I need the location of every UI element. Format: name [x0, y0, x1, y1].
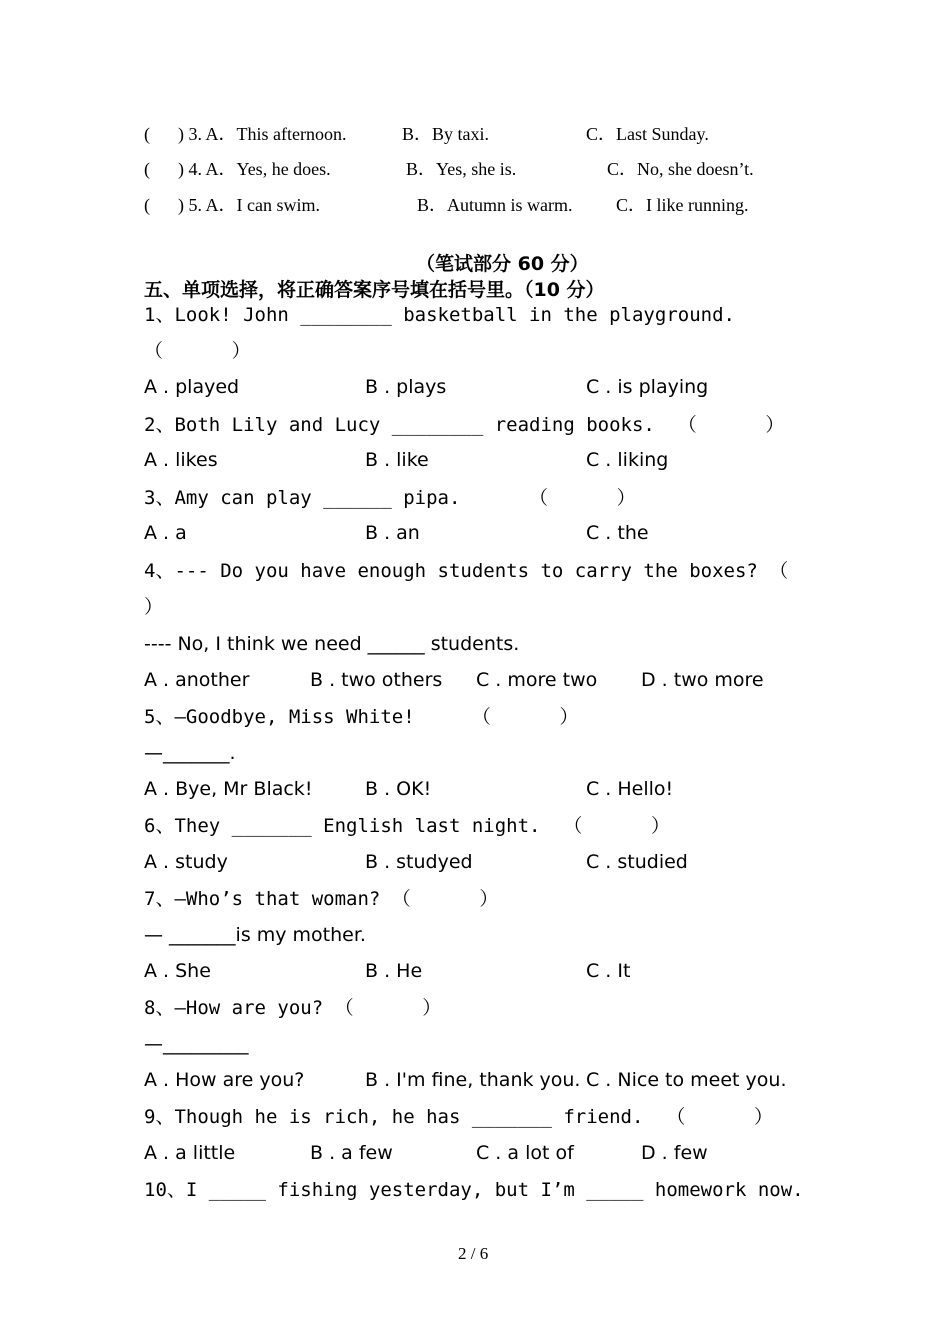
question-9-option-a: A . a little — [144, 1142, 236, 1164]
question-5-reply: —_______. — [144, 742, 236, 764]
question-1-option-c: C . is playing — [586, 376, 709, 398]
question-9-text: 9、Though he is rich, he has _______ friend. （ ） — [144, 1106, 773, 1128]
listening-q3-option-b: B．By taxi. — [402, 124, 490, 144]
question-1-text: 1、Look! John ________ basketball in the playground. — [144, 304, 735, 326]
question-9-option-d: D . few — [641, 1142, 708, 1164]
question-7-option-a: A . She — [144, 960, 211, 982]
question-3-text: 3、Amy can play ______ pipa. （ ） — [144, 487, 636, 509]
question-1-bracket: （ ） — [144, 340, 251, 362]
question-6-option-b: B . studyed — [365, 851, 473, 873]
listening-q3-bracket: ( — [144, 124, 150, 144]
question-2-option-c: C . liking — [586, 449, 669, 471]
question-5-option-c: C . Hello! — [586, 778, 674, 800]
listening-q5-bracket: ( — [144, 195, 150, 215]
question-10-text: 10、I _____ fishing yesterday, but I’m _____ homework now. — [144, 1179, 804, 1201]
question-7-option-c: C . It — [586, 960, 631, 982]
question-6-option-c: C . studied — [586, 851, 688, 873]
question-8-reply: —_________ — [144, 1033, 249, 1055]
question-2-option-b: B . like — [365, 449, 429, 471]
question-4-option-c: C . more two — [476, 669, 598, 691]
question-4-bracket-close: ） — [144, 596, 164, 618]
question-6-option-a: A . study — [144, 851, 228, 873]
listening-q4-option-c: C．No, she doesn’t. — [607, 159, 754, 179]
question-5-text: 5、—Goodbye, Miss White! （ ） — [144, 706, 579, 728]
question-3-option-a: A . a — [144, 522, 187, 544]
listening-q3-option-a: ) 3. A．This afternoon. — [178, 124, 347, 144]
section-5-title: 五、单项选择，将正确答案序号填在括号里。（10 分） — [144, 279, 605, 301]
question-7-text: 7、—Who’s that woman? （ ） — [144, 888, 499, 910]
question-4-text: 4、--- Do you have enough students to carry the boxes? （ — [144, 560, 789, 582]
question-2-option-a: A . likes — [144, 449, 218, 471]
question-7-option-b: B . He — [365, 960, 423, 982]
question-8-option-c: C . Nice to meet you. — [586, 1069, 787, 1091]
question-3-option-b: B . an — [365, 522, 420, 544]
page-number: 2 / 6 — [458, 1244, 489, 1263]
question-5-option-b: B . OK! — [365, 778, 432, 800]
question-4-reply: ---- No, I think we need ______ students. — [144, 633, 520, 655]
listening-q4-option-a: ) 4. A．Yes, he does. — [178, 159, 331, 179]
question-4-option-d: D . two more — [641, 669, 764, 691]
question-9-option-c: C . a lot of — [476, 1142, 574, 1164]
listening-q4-option-b: B．Yes, she is. — [406, 159, 517, 179]
question-5-option-a: A . Bye, Mr Black! — [144, 778, 313, 800]
written-part-header: （笔试部分 60 分） — [416, 253, 589, 275]
listening-q5-option-c: C．I like running. — [616, 195, 749, 215]
listening-q5-option-b: B．Autumn is warm. — [417, 195, 573, 215]
question-7-reply: — _______is my mother. — [144, 924, 366, 946]
listening-q5-option-a: ) 5. A．I can swim. — [178, 195, 320, 215]
question-1-option-a: A . played — [144, 376, 240, 398]
question-8-option-b: B . I'm fine, thank you. — [365, 1069, 581, 1091]
listening-q4-bracket: ( — [144, 159, 150, 179]
question-2-text: 2、Both Lily and Lucy ________ reading books. （ ） — [144, 414, 785, 436]
question-9-option-b: B . a few — [310, 1142, 393, 1164]
question-4-option-b: B . two others — [310, 669, 443, 691]
question-3-option-c: C . the — [586, 522, 649, 544]
listening-q3-option-c: C．Last Sunday. — [586, 124, 709, 144]
question-4-option-a: A . another — [144, 669, 250, 691]
question-6-text: 6、They _______ English last night. （ ） — [144, 815, 670, 837]
question-8-option-a: A . How are you? — [144, 1069, 305, 1091]
question-1-option-b: B . plays — [365, 376, 447, 398]
question-8-text: 8、—How are you? （ ） — [144, 997, 442, 1019]
